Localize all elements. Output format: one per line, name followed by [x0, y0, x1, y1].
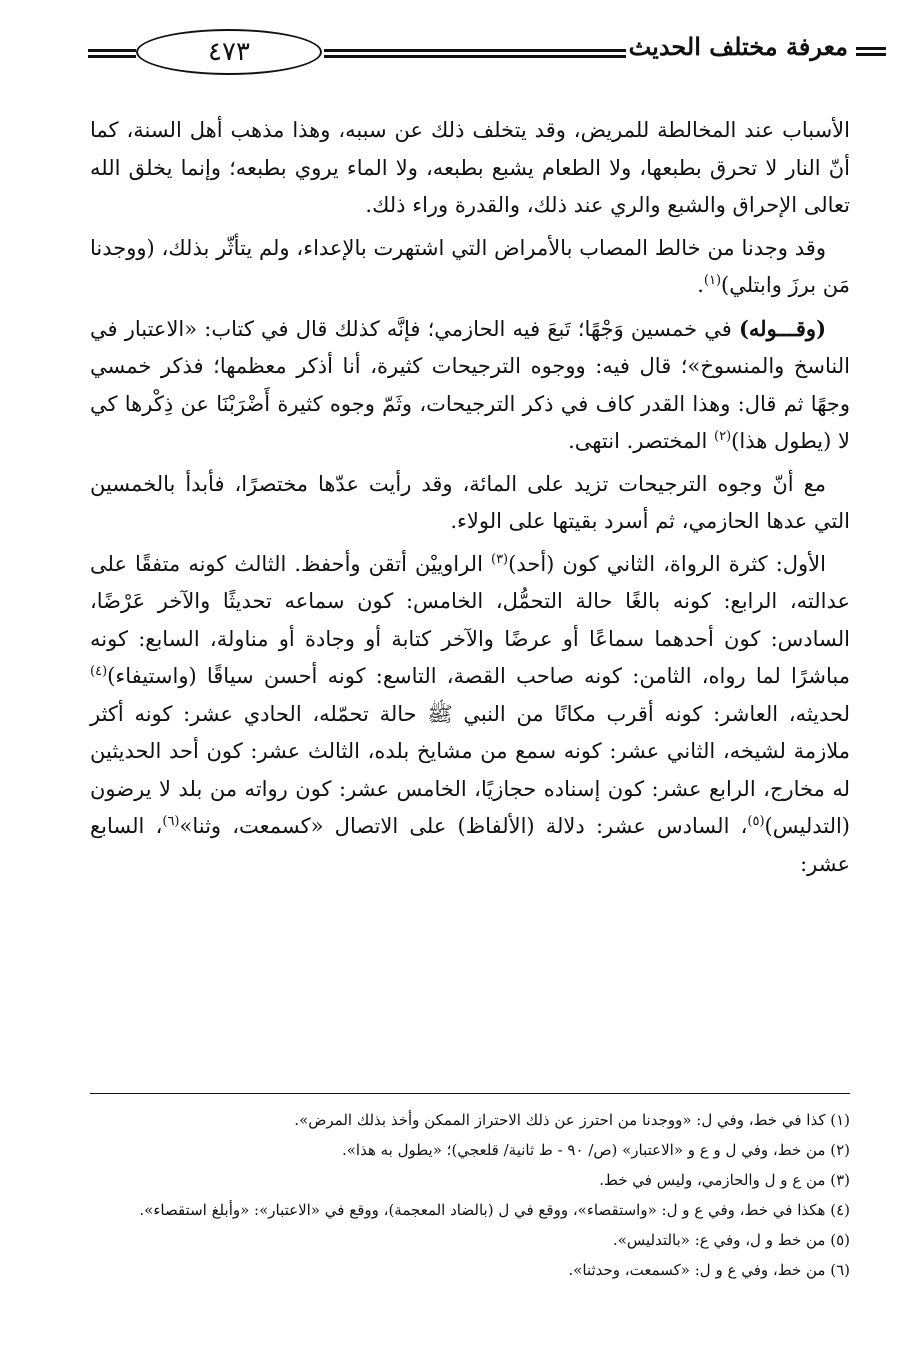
paragraph-text: الراوييْن أتقن وأحفظ. الثالث كونه متفقًا على عدالته، الرابع: كونه بالغًا حالة التحمُّل، الخامس: كون سماعه تحديثًا والآخر عَرْضًا، السادس: كون أحدهما سماعًا أو عرضًا والآخر كتابة أو وجادة أو مناولة، السابع: كونه مباشرًا لما رواه، الثامن: كونه صاحب القصة، التاسع: كونه أحسن سياقًا (واستيفاء): [90, 551, 850, 688]
paragraph-text: الأول: كثرة الرواة، الثاني كون (أحد): [508, 551, 826, 576]
header-rule: [324, 49, 626, 57]
header-ornament-dash: [856, 47, 886, 57]
footnote-ref[interactable]: (١): [703, 273, 722, 288]
paragraph-text: في خمسين وَجْهًا؛ تَبعَ فيه الحازمي؛ فإنَّه كذلك قال في كتاب: «الاعتبار في الناسخ والمنسوخ»؛ قال فيه: ووجوه الترجيحات كثيرة، أنا أذكر معظمها؛ فذكر خمسي وجهًا ثم قال: وهذا القدر كاف في ذكر الترجيحات، وثَمّ وجوه كثيرة أَضْرَبْنَا عن ذِكْرها كي لا (يطول هذا): [90, 316, 850, 453]
header-rule-left: [88, 49, 136, 57]
footnote-3: (٣) من ع و ل والحازمي، وليس في خط.: [599, 1171, 850, 1189]
paragraph-text: وقد وجدنا من خالط المصاب بالأمراض التي اشتهرت بالإعداء، ولم يتأثّر بذلك، (ووجدنا مَن برزَ وابتلي): [90, 235, 850, 297]
paragraph-text: المختصر. انتهى.: [568, 429, 715, 453]
footnote-5: (٥) من خط و ل، وفي ع: «بالتدليس».: [612, 1231, 850, 1249]
paragraph-text: الأسباب عند المخالطة للمريض، وقد يتخلف ذلك عن سببه، وهذا مذهب أهل السنة، كما أنّ النار لا تحرق بطبعها، ولا الطعام يشبع بطبعه، ولا الماء يروي بطبعه؛ وإنما يخلق الله تعالى الإحراق والشبع والري عند ذلك، والقدرة وراء ذلك.: [90, 118, 850, 217]
paragraph-text: ، السادس عشر: دلالة (الألفاظ) على الاتصال «كسمعت، وثنا»: [179, 814, 748, 838]
paragraph-2: [90, 230, 850, 305]
paragraph-4: [90, 466, 850, 541]
footnote-divider: [90, 1093, 850, 1094]
paragraph-text: لحديثه، العاشر: كونه أقرب مكانًا من النبي ﷺ حالة تحمّله، الحادي عشر: كونه أكثر ملازمة لشيخه، الثاني عشر: كونه سمع من مشايخ بلده، الثالث عشر: كون أحد الحديثين له مخارج، الرابع عشر: كون إسناده حجازيًا، الخامس عشر: كون رواته من بلد لا يرضون (التدليس): [90, 701, 851, 838]
paragraph-5: [90, 546, 850, 884]
paragraph-text: .: [697, 273, 704, 297]
footnote-ref[interactable]: (٢): [714, 429, 732, 444]
running-header: [88, 22, 848, 82]
paragraph-3: [90, 310, 850, 461]
paragraph-text: مع أنّ وجوه الترجيحات تزيد على المائة، وقد رأيت عدّها مختصرًا، فأبدأ بالخمسين التي عدها الحازمي، ثم أسرد بقيتها على الولاء.: [90, 471, 850, 533]
main-text: [90, 112, 850, 883]
footnote-ref[interactable]: (٤): [90, 664, 108, 679]
footnote-2: (٢) من خط، وفي ل و ع و «الاعتبار» (ص/ ٩٠ - ط ثانية/ قلعجي)؛ «يطول به هذا».: [341, 1141, 850, 1159]
footnote-6: (٦) من خط، وفي ع و ل: «كسمعت، وحدثنا».: [568, 1261, 850, 1279]
footnote-ref[interactable]: (٥): [747, 814, 765, 829]
page-number: ٤٧٣: [136, 29, 322, 75]
footnote-ref[interactable]: (٦): [162, 814, 180, 829]
quoted-lemma: (وقـــوله): [738, 315, 826, 341]
footnote-4: (٤) هكذا في خط، وفي ع و ل: «واستقصاء»، ووقع في ل (بالضاد المعجمة)، ووقع في «الاعتبار»: «وأبلغ استقصاء».: [139, 1201, 850, 1219]
footnote-ref[interactable]: (٣): [490, 551, 509, 567]
footnotes: [90, 1105, 850, 1285]
footnote-1: (١) كذا في خط، وفي ل: «ووجدنا من احترز عن ذلك الاحتراز الممكن وأخذ بذلك المرض».: [294, 1111, 850, 1129]
running-title: معرفة مختلف الحديث: [628, 32, 848, 61]
paragraph-1: [90, 112, 850, 225]
paragraph-text: ، السابع عشر:: [90, 814, 850, 876]
